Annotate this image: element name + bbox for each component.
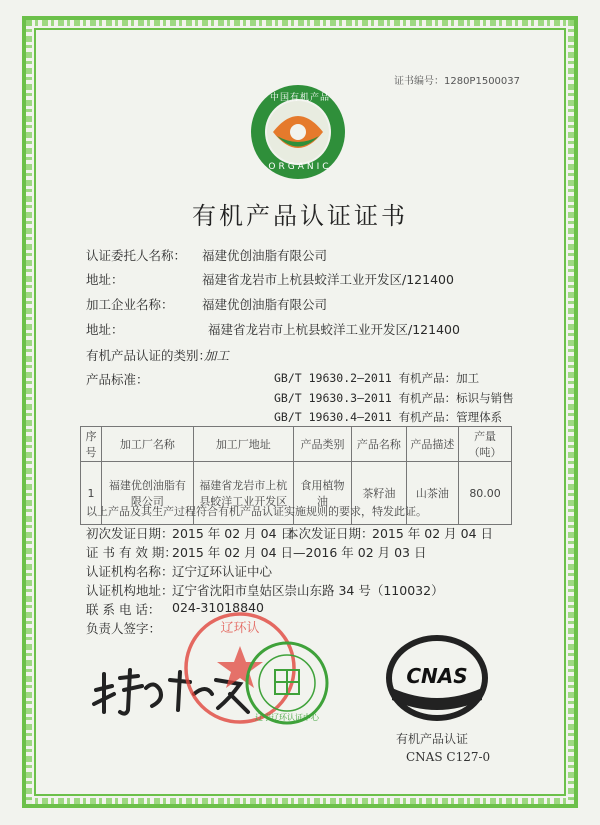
col-header-address: 加工厂地址 bbox=[193, 427, 293, 462]
cnas-caption-2: CNAS C127-0 bbox=[406, 750, 491, 764]
current-issue-label: 本次发证日期： bbox=[286, 526, 374, 541]
valid-label: 证 书 有 效 期： bbox=[86, 545, 177, 560]
cell-no: 1 bbox=[81, 462, 102, 525]
processor-label: 加工企业名称： bbox=[86, 297, 174, 312]
cell-factory: 福建优创油脂有限公司 bbox=[101, 462, 193, 525]
address2-label: 地址： bbox=[86, 322, 124, 337]
standard-label: 产品标准： bbox=[86, 372, 149, 387]
col-header-desc: 产品描述 bbox=[406, 427, 459, 462]
svg-text:辽环认: 辽环认 bbox=[220, 621, 260, 636]
entrust-value: 福建优创油脂有限公司 bbox=[202, 248, 328, 263]
address1-value: 福建省龙岩市上杭县蛟洋工业开发区/121400 bbox=[202, 272, 454, 287]
compliance-note: 以上产品及其生产过程符合有机产品认证实施规则的要求，特发此证。 bbox=[86, 505, 427, 518]
first-issue-value: 2015 年 02 月 04 日 bbox=[172, 526, 293, 541]
col-header-factory: 加工厂名称 bbox=[101, 427, 193, 462]
org-address-value: 辽宁省沈阳市皇姑区崇山东路 34 号（110032） bbox=[172, 583, 444, 598]
category-value: 加工 bbox=[204, 348, 230, 363]
entrust-label: 认证委托人名称： bbox=[86, 248, 187, 263]
logo-bottom-text: ORGANIC bbox=[268, 162, 332, 172]
org-label: 认证机构名称： bbox=[86, 564, 174, 579]
category-label: 有机产品认证的类别： bbox=[86, 348, 212, 363]
org-address-label: 认证机构地址： bbox=[86, 583, 174, 598]
col-header-category: 产品类别 bbox=[293, 427, 351, 462]
col-header-product: 产品名称 bbox=[352, 427, 406, 462]
address2-value: 福建省龙岩市上杭县蛟洋工业开发区/121400 bbox=[208, 322, 460, 337]
col-header-output: 产量（吨） bbox=[459, 427, 512, 462]
col-header-no: 序号 bbox=[81, 427, 102, 462]
standard-1: GB/T 19630.2—2011 有机产品：加工 bbox=[274, 371, 480, 385]
cell-address: 福建省龙岩市上杭县蛟洋工业开发区 bbox=[193, 462, 293, 525]
certificate-title: 有机产品认证证书 bbox=[192, 202, 408, 230]
current-issue-value: 2015 年 02 月 04 日 bbox=[372, 526, 493, 541]
phone-value: 024-31018840 bbox=[172, 600, 264, 615]
green-seal-text: 辽宁辽环认证中心 bbox=[255, 713, 319, 722]
cell-product: 茶籽油 bbox=[352, 462, 406, 525]
sign-label: 负责人签字： bbox=[86, 621, 162, 636]
first-issue-label: 初次发证日期： bbox=[86, 526, 174, 541]
cell-desc: 山茶油 bbox=[406, 462, 459, 525]
cell-output: 80.00 bbox=[459, 462, 512, 525]
processor-value: 福建优创油脂有限公司 bbox=[202, 297, 328, 312]
certificate-number: 证书编号：1280P1500037 bbox=[393, 76, 520, 87]
standard-3: GB/T 19630.4—2011 有机产品：管理体系 bbox=[274, 410, 503, 424]
cell-category: 食用植物油 bbox=[293, 462, 351, 525]
org-value: 辽宁辽环认证中心 bbox=[172, 564, 273, 579]
standard-2: GB/T 19630.3—2011 有机产品：标识与销售 bbox=[274, 391, 514, 405]
cnas-badge-text: CNAS bbox=[406, 664, 468, 688]
logo-top-text: 中国有机产品 bbox=[269, 93, 330, 103]
table-header-row bbox=[81, 427, 512, 462]
cnas-caption-1: 有机产品认证 bbox=[396, 732, 469, 746]
phone-label: 联 系 电 话： bbox=[86, 602, 161, 617]
valid-value: 2015 年 02 月 04 日—2016 年 02 月 03 日 bbox=[172, 545, 427, 560]
address1-label: 地址： bbox=[86, 272, 124, 287]
